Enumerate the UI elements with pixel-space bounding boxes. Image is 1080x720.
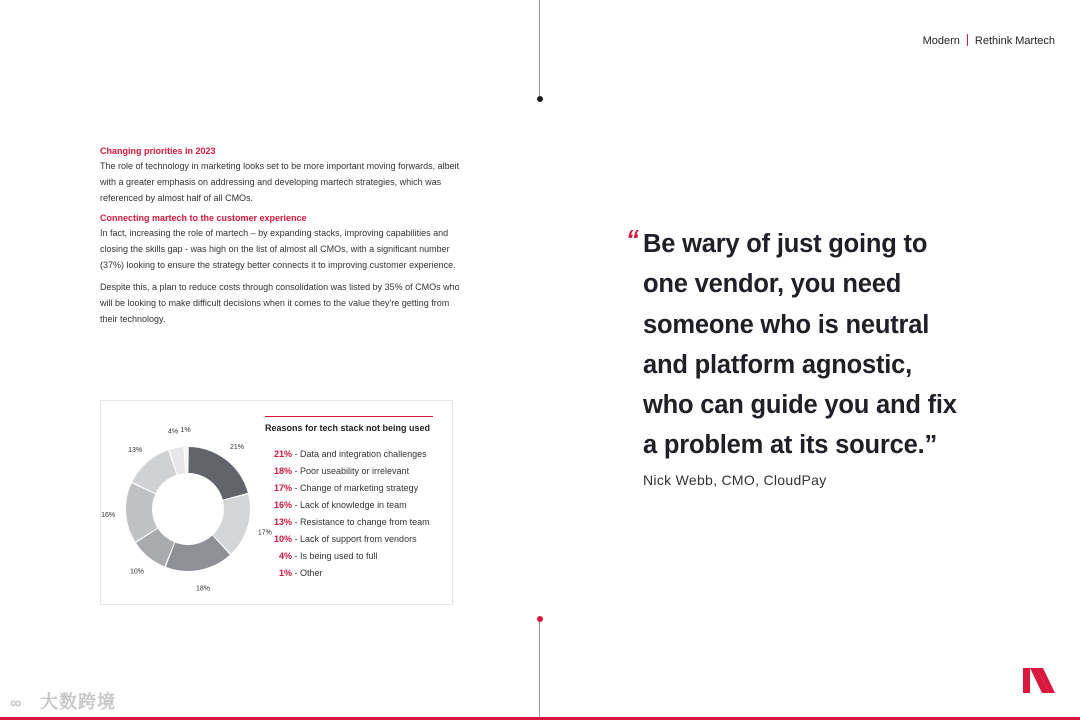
legend-pct: 13% [273,517,292,527]
paragraph-priorities: The role of technology in marketing looks set to be more important moving forwards, albeit with a greater emphasis on addressing and developing martech strategies, which was referenced by almost half of all CMOs. [100,161,460,203]
chart-title: Reasons for tech stack not being used [265,423,431,433]
slice-label: 13% [128,446,143,454]
legend-label: - Other [294,568,323,578]
slice-label: 17% [257,529,272,537]
header-nav [923,34,1055,47]
heading-customer-experience: Connecting martech to the customer experience [100,213,307,223]
legend-pct: 1% [278,568,292,578]
legend-item [265,497,433,514]
bottom-divider-dot [537,616,543,622]
top-divider-dot [537,96,543,102]
chart-legend [265,416,433,582]
donut-slice [185,447,188,473]
quote-line: one vendor, you need [643,270,902,299]
pull-quote [626,224,1043,466]
quote-line: someone who is neutral [643,310,930,339]
quote-line: and platform agnostic, [643,350,913,379]
nav-divider [967,34,968,46]
watermark [10,688,116,714]
slice-label: 10% [129,568,145,576]
watermark-text: 大数跨境 [40,692,116,712]
top-divider-line [539,0,540,98]
legend-label: - Lack of knowledge in team [294,500,407,510]
legend-label: - Lack of support from vendors [294,534,417,544]
legend-item [265,548,433,565]
legend-item [265,531,433,548]
slice-label: 21% [230,443,245,451]
legend-list [265,446,433,582]
legend-label: - Poor useability or irrelevant [294,466,410,476]
bottom-divider-line [539,620,540,720]
legend-pct: 17% [273,483,292,493]
slice-label: 18% [195,585,210,593]
paragraph-customer-experience: In fact, increasing the role of martech – by expanding stacks, improving capabilities and closing the skills gap - was high on the list of almost all CMOs, with a significant number (37%) looking to ensure the strategy better connects it to improving customer experience. [100,228,456,270]
watermark-logo-icon: ∞ [10,695,23,712]
article-body [100,145,460,333]
legend-label: - Is being used to full [294,551,378,561]
legend-label: - Change of marketing strategy [294,483,419,493]
donut-chart-card [100,400,453,605]
legend-label: - Data and integration challenges [294,449,427,459]
paragraph-cost-consolidation: Despite this, a plan to reduce costs through consolidation was listed by 35% of CMOs who will be looking to make difficult decisions when it comes to the value they're getting from their technology. [100,282,460,324]
quote-open-mark: “ [626,224,639,254]
heading-priorities: Changing priorities in 2023 [100,146,216,156]
brand-logo-icon [1022,666,1056,694]
legend-pct: 21% [273,449,292,459]
legend-rule [265,416,433,417]
legend-item [265,463,433,480]
legend-pct: 4% [278,551,292,561]
slice-label: 1% [180,427,191,435]
legend-item [265,565,433,582]
section-label[interactable]: Rethink Martech [974,35,1055,47]
legend-pct: 16% [273,500,292,510]
quote-line: who can guide you and fix [643,391,957,420]
quote-line: Be wary of just going to [643,230,928,258]
slice-label: 4% [167,428,179,436]
legend-item [265,446,433,463]
legend-item [265,480,433,497]
slice-label: 16% [101,512,116,520]
quote-line: a problem at its source.” [643,431,938,460]
quote-author: Nick Webb, CMO, CloudPay [643,472,827,488]
legend-pct: 18% [273,466,292,476]
legend-item [265,514,433,531]
legend-label: - Resistance to change from team [294,517,430,527]
donut-slice [188,447,247,500]
legend-pct: 10% [273,534,292,544]
brand-label[interactable]: Modern [922,35,960,47]
